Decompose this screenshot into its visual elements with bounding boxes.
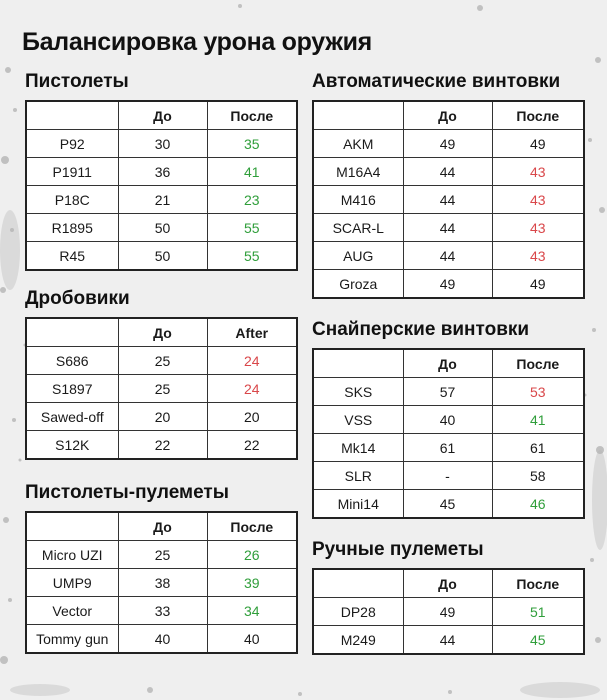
weapon-name: M416 <box>313 186 403 214</box>
header-before: До <box>403 569 492 598</box>
table-header-row <box>313 349 584 378</box>
table-row <box>313 598 584 626</box>
header-before: До <box>118 318 207 347</box>
weapon-name: UMP9 <box>26 569 118 597</box>
damage-before: 44 <box>403 626 492 655</box>
table-row <box>313 626 584 655</box>
damage-before: 40 <box>118 625 207 654</box>
header-after: После <box>492 349 584 378</box>
section-heading: Ручные пулеметы <box>312 539 484 560</box>
table-row <box>313 434 584 462</box>
header-after: После <box>492 569 584 598</box>
table-header-row <box>26 101 297 130</box>
weapon-name: Sawed-off <box>26 403 118 431</box>
header-after: After <box>207 318 297 347</box>
damage-before: 25 <box>118 347 207 375</box>
weapon-name: VSS <box>313 406 403 434</box>
header-weapon <box>313 101 403 130</box>
damage-before: 44 <box>403 242 492 270</box>
shotguns-section <box>25 287 298 460</box>
weapon-name: S686 <box>26 347 118 375</box>
table-row <box>26 347 297 375</box>
damage-before: 22 <box>118 431 207 460</box>
damage-after: 43 <box>492 214 584 242</box>
table-row <box>26 158 297 186</box>
damage-before: 44 <box>403 186 492 214</box>
assault-rifles-section <box>312 70 585 299</box>
damage-after: 51 <box>492 598 584 626</box>
header-weapon <box>313 349 403 378</box>
weapon-name: R1895 <box>26 214 118 242</box>
damage-after: 45 <box>492 626 584 655</box>
weapon-name: DP28 <box>313 598 403 626</box>
table-row <box>313 406 584 434</box>
section-heading: Автоматические винтовки <box>312 71 561 92</box>
weapon-name: AKM <box>313 130 403 158</box>
damage-before: 21 <box>118 186 207 214</box>
damage-before: 30 <box>118 130 207 158</box>
damage-before: 36 <box>118 158 207 186</box>
damage-before: - <box>403 462 492 490</box>
damage-before: 49 <box>403 270 492 299</box>
table-row <box>313 462 584 490</box>
damage-after: 43 <box>492 242 584 270</box>
weapon-name: SLR <box>313 462 403 490</box>
damage-after: 24 <box>207 375 297 403</box>
table-row <box>313 490 584 519</box>
weapon-name: S1897 <box>26 375 118 403</box>
damage-after: 20 <box>207 403 297 431</box>
header-after: После <box>207 512 297 541</box>
table-row <box>313 242 584 270</box>
table-row <box>313 186 584 214</box>
damage-after: 24 <box>207 347 297 375</box>
damage-before: 38 <box>118 569 207 597</box>
header-after: После <box>492 101 584 130</box>
table-row <box>313 270 584 299</box>
weapon-name: M249 <box>313 626 403 655</box>
weapon-name: P18C <box>26 186 118 214</box>
damage-before: 45 <box>403 490 492 519</box>
damage-after: 49 <box>492 270 584 299</box>
weapon-name: Mini14 <box>313 490 403 519</box>
damage-after: 49 <box>492 130 584 158</box>
header-weapon <box>26 101 118 130</box>
shotguns-table <box>25 317 298 460</box>
damage-after: 35 <box>207 130 297 158</box>
weapon-name: Mk14 <box>313 434 403 462</box>
damage-before: 49 <box>403 598 492 626</box>
weapon-name: R45 <box>26 242 118 271</box>
lmgs-section <box>312 538 585 655</box>
table-row <box>313 130 584 158</box>
table-row <box>26 242 297 271</box>
table-row <box>26 625 297 654</box>
pistols-table <box>25 100 298 271</box>
table-row <box>26 186 297 214</box>
damage-after: 58 <box>492 462 584 490</box>
damage-before: 50 <box>118 242 207 271</box>
header-weapon <box>26 512 118 541</box>
damage-before: 20 <box>118 403 207 431</box>
assault-rifles-table <box>312 100 585 299</box>
damage-before: 25 <box>118 541 207 569</box>
damage-after: 34 <box>207 597 297 625</box>
damage-after: 22 <box>207 431 297 460</box>
damage-before: 40 <box>403 406 492 434</box>
section-heading: Пистолеты-пулеметы <box>25 482 229 503</box>
table-header-row <box>26 318 297 347</box>
header-before: До <box>118 512 207 541</box>
header-before: До <box>118 101 207 130</box>
table-header-row <box>313 569 584 598</box>
table-row <box>26 403 297 431</box>
damage-before: 57 <box>403 378 492 406</box>
damage-after: 43 <box>492 186 584 214</box>
table-row <box>26 597 297 625</box>
damage-after: 41 <box>492 406 584 434</box>
smgs-table <box>25 511 298 654</box>
weapon-name: Vector <box>26 597 118 625</box>
damage-before: 49 <box>403 130 492 158</box>
header-before: До <box>403 101 492 130</box>
table-row <box>313 214 584 242</box>
weapon-name: M16A4 <box>313 158 403 186</box>
damage-after: 46 <box>492 490 584 519</box>
header-weapon <box>26 318 118 347</box>
pistols-section <box>25 70 298 271</box>
header-weapon <box>313 569 403 598</box>
damage-after: 53 <box>492 378 584 406</box>
page-title: Балансировка урона оружия <box>22 28 372 56</box>
damage-after: 41 <box>207 158 297 186</box>
damage-after: 23 <box>207 186 297 214</box>
weapon-name: AUG <box>313 242 403 270</box>
damage-after: 61 <box>492 434 584 462</box>
smgs-section <box>25 481 298 654</box>
weapon-name: P92 <box>26 130 118 158</box>
header-after: После <box>207 101 297 130</box>
table-row <box>26 130 297 158</box>
table-header-row <box>26 512 297 541</box>
damage-before: 44 <box>403 214 492 242</box>
damage-after: 55 <box>207 214 297 242</box>
weapon-name: Micro UZI <box>26 541 118 569</box>
table-row <box>26 569 297 597</box>
damage-before: 61 <box>403 434 492 462</box>
section-heading: Пистолеты <box>25 71 129 92</box>
table-row <box>26 431 297 460</box>
damage-before: 44 <box>403 158 492 186</box>
section-heading: Дробовики <box>25 288 130 309</box>
table-row <box>26 541 297 569</box>
weapon-name: Groza <box>313 270 403 299</box>
damage-after: 40 <box>207 625 297 654</box>
weapon-name: Tommy gun <box>26 625 118 654</box>
weapon-name: P1911 <box>26 158 118 186</box>
sniper-rifles-table <box>312 348 585 519</box>
table-row <box>313 378 584 406</box>
header-before: До <box>403 349 492 378</box>
damage-after: 39 <box>207 569 297 597</box>
sniper-rifles-section <box>312 318 585 519</box>
table-row <box>26 214 297 242</box>
damage-before: 25 <box>118 375 207 403</box>
damage-before: 33 <box>118 597 207 625</box>
table-row <box>313 158 584 186</box>
damage-after: 55 <box>207 242 297 271</box>
table-row <box>26 375 297 403</box>
damage-before: 50 <box>118 214 207 242</box>
weapon-name: SKS <box>313 378 403 406</box>
damage-after: 26 <box>207 541 297 569</box>
section-heading: Снайперские винтовки <box>312 319 530 340</box>
lmgs-table <box>312 568 585 655</box>
damage-after: 43 <box>492 158 584 186</box>
table-header-row <box>313 101 584 130</box>
weapon-name: SCAR-L <box>313 214 403 242</box>
weapon-name: S12K <box>26 431 118 460</box>
